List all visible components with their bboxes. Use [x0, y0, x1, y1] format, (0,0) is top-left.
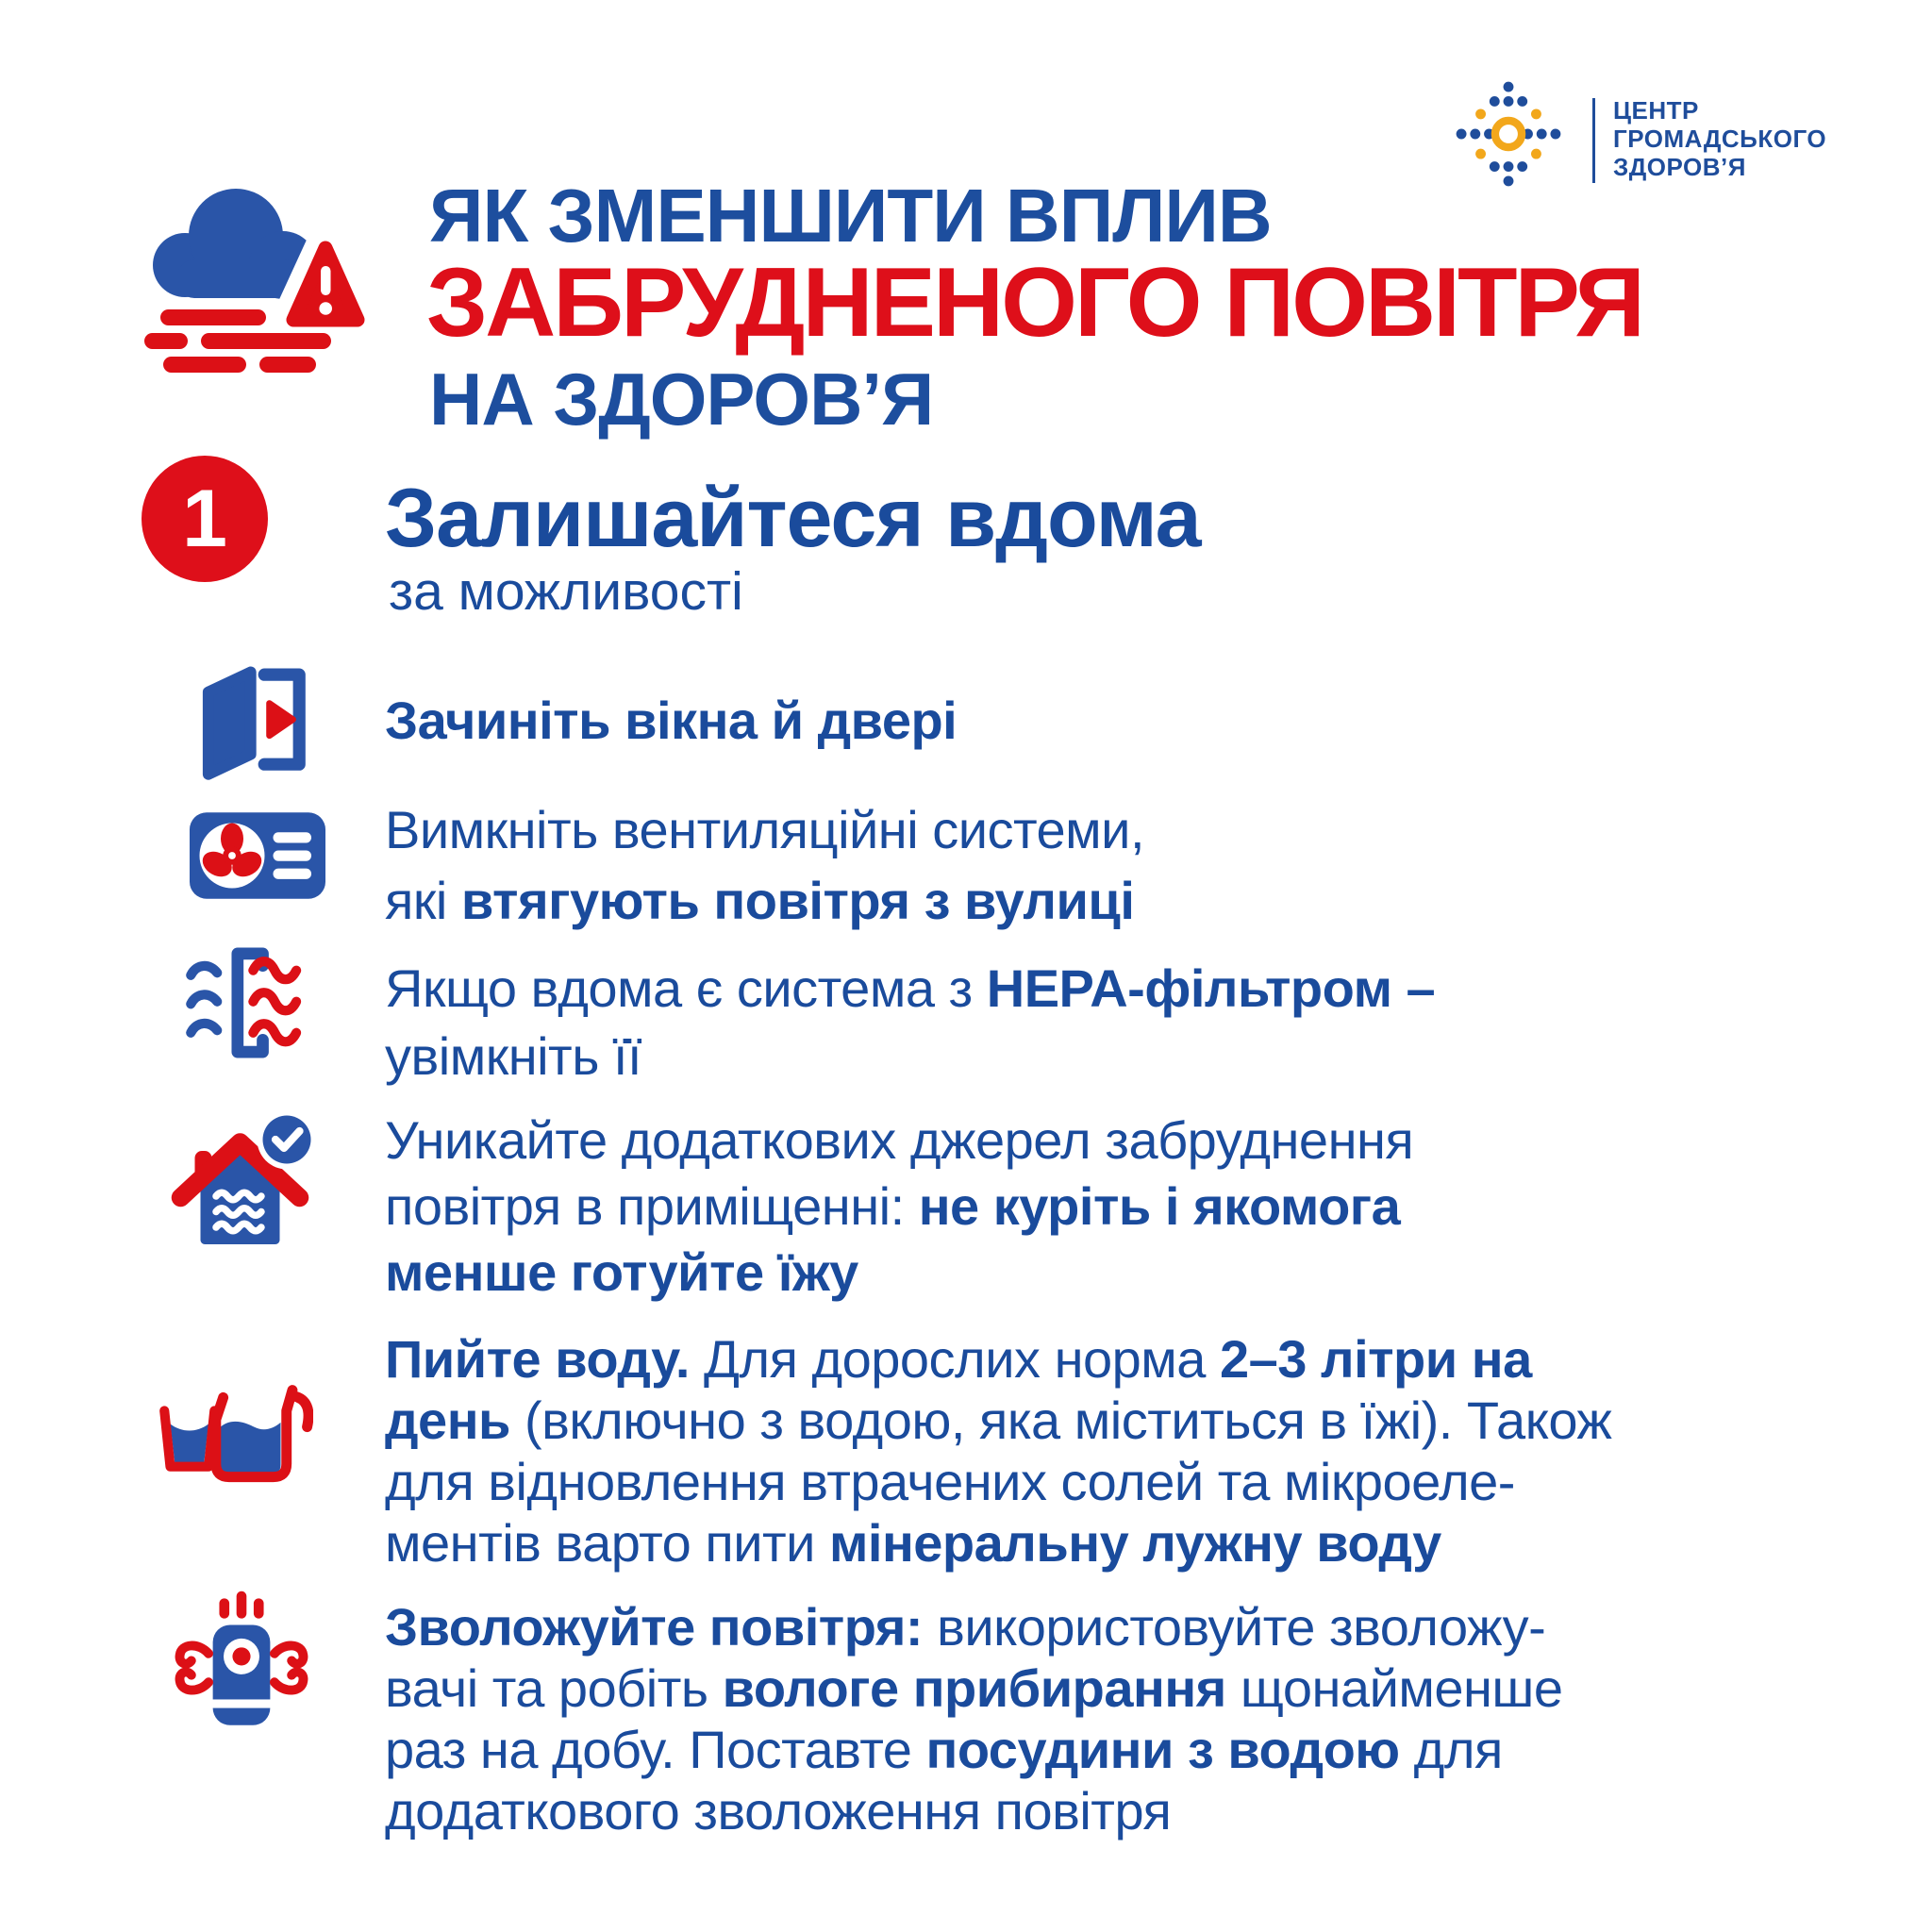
text-line: менше готуйте їжу: [385, 1242, 858, 1302]
item-humidify-text: [385, 1596, 1562, 1841]
hepa-filter-icon: [181, 945, 313, 1060]
item-ventilation-text: [385, 794, 1144, 936]
house-icon: [162, 1106, 318, 1247]
logo-line: ЗДОРОВ’Я: [1613, 153, 1746, 181]
humidifier-icon: [170, 1591, 313, 1740]
text-line: ментів варто пити мінеральну лужну воду: [385, 1513, 1441, 1573]
item-indoor-pollution-text: [385, 1108, 1413, 1306]
step-heading: Залишайтеся вдома: [385, 471, 1201, 564]
text-line: увімкніть її: [385, 1026, 642, 1086]
phc-logo-icon: [1448, 74, 1569, 194]
logo-line: ГРОМАДСЬКОГО: [1613, 125, 1827, 153]
text-line: для відновлення втрачених солей та мікроеле-: [385, 1452, 1515, 1511]
text-line: день (включно з водою, яка міститься в їжі). Також: [385, 1391, 1612, 1450]
item-hepa-text: [385, 955, 1435, 1091]
text-line: Вимкніть вентиляційні системи,: [385, 800, 1145, 859]
item-drink-water-text: [385, 1328, 1611, 1574]
step-number-badge: 1: [142, 456, 268, 582]
title-line-1: ЯК ЗМЕНШИТИ ВПЛИВ: [429, 174, 1272, 258]
item-door-text: [385, 689, 957, 753]
logo-line: ЦЕНТР: [1613, 96, 1699, 125]
text-line: Уникайте додаткових джерел забруднення: [385, 1110, 1414, 1170]
step-subheading: за можливості: [389, 561, 743, 622]
text-line: вачі та робіть вологе прибирання щонайменше: [385, 1658, 1563, 1718]
logo-wordmark: [1613, 96, 1826, 181]
text-line: повітря в приміщенні: не куріть і якомога: [385, 1176, 1401, 1236]
text-line: які втягують повітря з вулиці: [385, 871, 1135, 930]
text-line: додаткового зволоження повітря: [385, 1781, 1172, 1840]
polluted-air-warning-icon: [140, 182, 380, 375]
water-pitcher-icon: [151, 1375, 313, 1486]
title-line-2: ЗАБРУДНЕНОГО ПОВІТРЯ: [426, 248, 1643, 358]
ventilation-icon: [187, 809, 328, 902]
title-line-3: НА ЗДОРОВ’Я: [429, 358, 934, 441]
text-line: Якщо вдома є система з HEPA-фільтром –: [385, 958, 1436, 1018]
text-line: Зачиніть вікна й двері: [385, 691, 958, 750]
text-line: Пийте воду. Для дорослих норма 2–3 літри на: [385, 1329, 1532, 1389]
door-icon: [193, 658, 318, 783]
logo-separator: [1592, 98, 1595, 183]
text-line: Зволожуйте повітря: використовуйте зволожу-: [385, 1597, 1546, 1657]
text-line: раз на добу. Поставте посудини з водою для: [385, 1720, 1503, 1779]
